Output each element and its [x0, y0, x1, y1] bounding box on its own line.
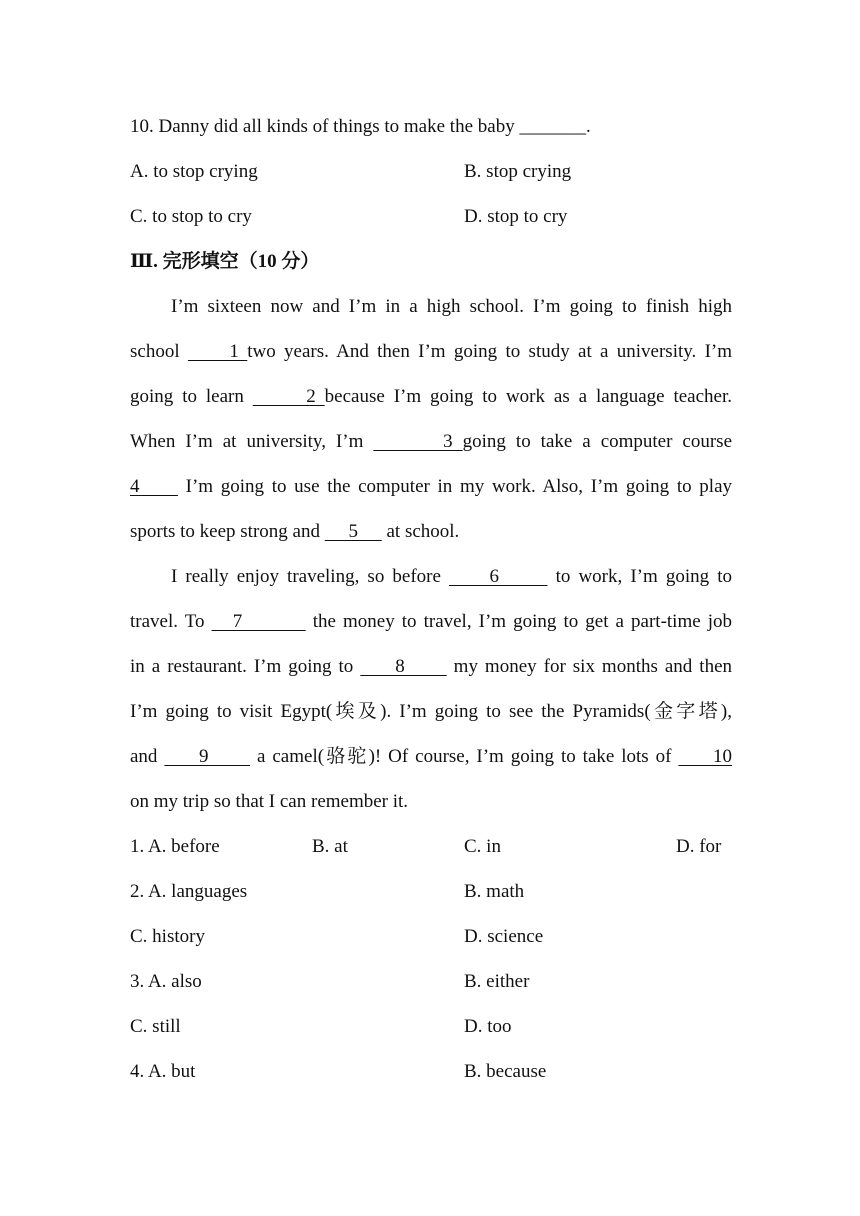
blank-1: 1 [187, 341, 248, 362]
passage-line: going to learn 2 because I’m going to work as a language teacher. [130, 386, 733, 407]
blank-8: 8 [360, 656, 447, 677]
blank-2: 2 [252, 386, 325, 407]
option: C. history [130, 926, 205, 947]
option-c: C. to stop to cry [130, 206, 252, 227]
passage-line: on my trip so that I can remember it. [130, 791, 409, 812]
option: 2. A. languages [130, 881, 248, 902]
passage-line: sports to keep strong and 5 at school. [130, 521, 460, 542]
option-d: D. stop to cry [464, 206, 568, 227]
passage-line: in a restaurant. I’m going to 8 my money for six months and then [130, 656, 733, 677]
passage-line: and 9 a camel(骆驼)! Of course, I’m going to take lots of 10 [130, 746, 733, 767]
blank-3: 3 [373, 431, 463, 452]
passage-line: I’m sixteen now and I’m in a high school. I’m going to finish high [171, 296, 732, 317]
passage-line: I really enjoy traveling, so before 6 to work, I’m going to [171, 566, 732, 587]
option: B. math [464, 881, 525, 902]
option: C. in [464, 836, 501, 857]
option-a: A. to stop crying [130, 161, 258, 182]
blank-6: 6 [449, 566, 548, 587]
passage-line: 4 I’m going to use the computer in my work. Also, I’m going to play [130, 476, 732, 497]
option: C. still [130, 1016, 181, 1037]
question-10-options-row1 [130, 160, 732, 184]
passage-line: I’m going to visit Egypt(埃及). I’m going to see the Pyramids(金字塔), [130, 701, 732, 722]
option: 1. A. before [130, 836, 220, 857]
blank-5: 5 [324, 521, 382, 542]
question-10-stem: 10. Danny did all kinds of things to make the baby _______. [130, 116, 591, 137]
blank-10: 10 [678, 746, 733, 767]
question-10-options-row2 [130, 205, 732, 229]
section-heading: Ⅲ. 完形填空（10 分） [130, 251, 320, 272]
option: B. at [312, 836, 348, 857]
option: B. because [464, 1061, 547, 1082]
blank-9: 9 [164, 746, 251, 767]
passage-line: When I’m at university, I’m 3 going to take a computer course [130, 431, 733, 452]
passage-line: travel. To 7 the money to travel, I’m going to get a part-time job [130, 611, 732, 632]
option: D. for [676, 836, 722, 857]
passage-line: school 1 two years. And then I’m going to study at a university. I’m [130, 341, 733, 362]
option: 3. A. also [130, 971, 202, 992]
option: B. either [464, 971, 530, 992]
option: 4. A. but [130, 1061, 196, 1082]
option: D. too [464, 1016, 512, 1037]
option-b: B. stop crying [464, 161, 572, 182]
blank-4: 4 [130, 476, 178, 497]
option: D. science [464, 926, 544, 947]
blank-7: 7 [211, 611, 306, 632]
